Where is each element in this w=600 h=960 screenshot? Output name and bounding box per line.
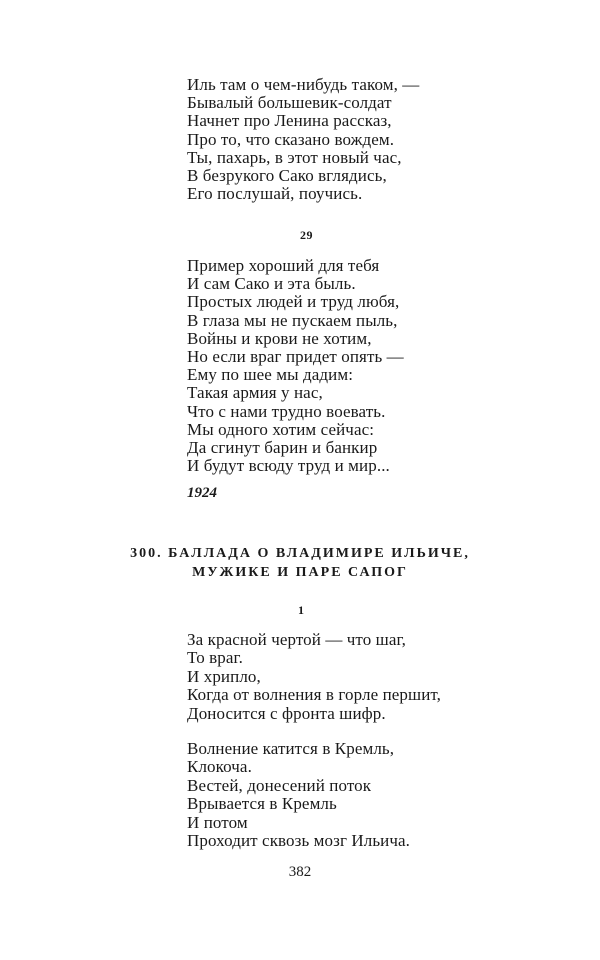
verse-line: Войны и крови не хотим, [187, 328, 372, 348]
verse-line: Доносится с фронта шифр. [187, 703, 386, 723]
section-number-1: 1 [298, 603, 305, 617]
poem-title [0, 544, 600, 582]
verse-line: Клокоча. [187, 757, 252, 777]
verse-line: То враг. [187, 648, 244, 668]
verse-line: И потом [187, 812, 248, 832]
poem-title-line-2: МУЖИКЕ И ПАРЕ САПОГ [192, 565, 408, 580]
verse-line: Такая армия у нас, [187, 383, 323, 403]
verse-line: Вестей, донесений поток [187, 775, 372, 795]
poem-title-line-1: 300. БАЛЛАДА О ВЛАДИМИРЕ ИЛЬИЧЕ, [130, 546, 470, 561]
verse-line: Что с нами трудно воевать. [187, 401, 386, 421]
verse-line: Пример хороший для тебя [187, 256, 380, 275]
verse-line: В глаза мы не пускаем пыль, [187, 310, 398, 330]
verse-line: И хрипло, [187, 666, 261, 686]
verse-line: Про то, что сказано вождем. [187, 129, 395, 149]
verse-line: В безрукого Сако вглядись, [187, 166, 387, 186]
poem-year: 1924 [187, 485, 217, 501]
verse-line: Начнет про Ленина рассказ, [187, 111, 392, 131]
section-number-29: 29 [300, 228, 313, 242]
stanza-continuation [187, 76, 419, 203]
verse-line: Но если враг придет опять — [187, 347, 404, 367]
verse-line: Да сгинут барин и банкир [187, 438, 378, 458]
verse-line: Врывается в Кремль [187, 794, 337, 814]
verse-line: Ему по шее мы дадим: [187, 365, 354, 385]
verse-line: За красной чертой — что шаг, [187, 630, 407, 649]
stanza-section-1-b [187, 740, 410, 850]
verse-line: Когда от волнения в горле першит, [187, 685, 442, 705]
verse-line: Ты, пахарь, в этот новый час, [187, 147, 402, 167]
verse-line: Иль там о чем-нибудь таком, — [187, 75, 420, 94]
verse-line: Проходит сквозь мозг Ильича. [187, 831, 411, 851]
verse-line: Его послушай, поучись. [187, 184, 363, 204]
stanza-section-29 [187, 257, 404, 475]
verse-line: И сам Сако и эта быль. [187, 274, 356, 294]
verse-line: Мы одного хотим сейчас: [187, 419, 375, 439]
page-number: 382 [288, 864, 312, 880]
verse-line: Простых людей и труд любя, [187, 292, 400, 312]
verse-line: Волнение катится в Кремль, [187, 739, 395, 758]
verse-line: Бывалый большевик-солдат [187, 93, 392, 113]
stanza-section-1-a [187, 631, 441, 723]
verse-line: И будут всюду труд и мир... [187, 456, 390, 476]
